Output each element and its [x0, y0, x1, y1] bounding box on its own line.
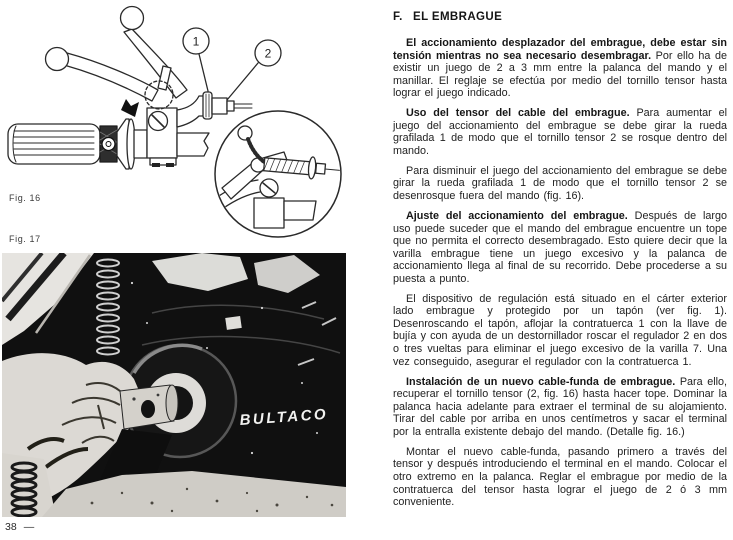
fig17-label: Fig. 17	[9, 234, 41, 244]
knurled-wheel	[203, 92, 212, 119]
article-column	[393, 9, 727, 516]
tensor-screw	[212, 98, 227, 114]
paragraph-lead: Ajuste del accionamiento del embrague.	[406, 210, 628, 223]
paragraph-lead: El accionamiento desplazador del embrague, debe estar sin tensión mientras no sea necesario desembragar.	[393, 37, 727, 62]
paragraph-text: Montar el nuevo cable-funda, pasando primero a través del tensor y después introduciendo el terminal en el mando. Colocar el otro extremo en la palanca. Reglar el embrague por medio de la contratuerca del tensor hasta lograr el juego de 2 ó 3 mm conveniente.	[393, 445, 727, 509]
callout-1-number: 1	[192, 34, 200, 49]
callout-2-number: 2	[264, 46, 272, 61]
paragraph-tensor-decrease	[393, 165, 727, 203]
paragraph-intro	[393, 37, 727, 100]
fig16-label: Fig. 16	[9, 193, 41, 203]
page-number-dash: —	[23, 521, 34, 533]
page-number	[5, 521, 33, 533]
paragraph-text: Por ello ha de existir un juego de 2 a 3 mm entre la palanca del mando y el manillar. El reglaje se efectúa por medio del tornillo tensor hasta lograr el juego indicado.	[393, 49, 728, 100]
paragraph-text: Después de largo uso puede suceder que el mando del embrague encuentre un tope que no permita el correcto desembragado. Esto quiere decir que la varilla embrague tiene un juego excesivo y la palanca de accionamiento llega al final de su recorrido. Debe procederse a su puesta a punto.	[393, 210, 728, 285]
paragraph-text: Para disminuir el juego del accionamiento del embrague se debe girar la rueda grafilada 1 de modo que el tornillo tensor 2 se desenrosque fuera del mando (fig. 16).	[393, 164, 727, 203]
section-title: EL EMBRAGUE	[413, 11, 503, 23]
paragraph-lead: Instalación de un nuevo cable-funda de embrague.	[406, 375, 676, 388]
lever-blade-lower	[64, 53, 158, 101]
lever-ball-upper	[121, 7, 144, 30]
paragraph-text: Para aumentar el juego del accionamiento del embrague se debe girar la rueda grafilada 1 de modo que el tornillo tensor 2 se rosque dentro del mando.	[393, 107, 728, 157]
lever-ball-lower	[46, 48, 69, 71]
page-number-value: 38	[5, 521, 17, 533]
paragraph-adjustment	[393, 210, 727, 285]
section-letter: F.	[393, 11, 403, 23]
fig16-drawing	[0, 2, 380, 252]
paragraph-lead: Uso del tensor del cable del embrague.	[406, 107, 630, 120]
adjuster-neck	[177, 96, 204, 127]
photo-bolt-highlight	[225, 316, 242, 330]
paragraph-regulator	[393, 293, 727, 368]
paragraph-cable-mount	[393, 446, 727, 509]
paragraph-text: El dispositivo de regulación está situado en el cárter exterior lado embrague y protegido por un tapón (ver fig. 1). Desenroscando el tapón, aflojar la contratuerca 1 con la llave de bujía y con ayuda de un destornillador roscar el regulador 2 en dos o tres vueltas para eliminar el juego excesivo de la varilla 7. Una vez conseguido, asegurar el regulador con la contratuerca 1.	[393, 292, 727, 368]
motion-arrow-icon	[121, 99, 139, 117]
section-heading	[393, 11, 727, 23]
paragraph-cable-install	[393, 376, 727, 439]
handlebar-grip	[8, 124, 100, 164]
paragraph-text: Para ello, recuperar el tornillo tensor (2, fig. 16) hasta hacer tope. Dominar la palanca hacia adelante para extraer el terminal de su alojamiento. Tirar del cable por arriba en unos centímetros y sacar el terminal por la entralla existente debajo del mando. (Detalle fig. 16.)	[393, 375, 727, 438]
fig17-photo	[2, 253, 346, 517]
paragraph-tensor-use	[393, 107, 727, 157]
handlebar-stub	[177, 133, 209, 156]
bultaco-logo: BULTACO	[239, 405, 329, 429]
